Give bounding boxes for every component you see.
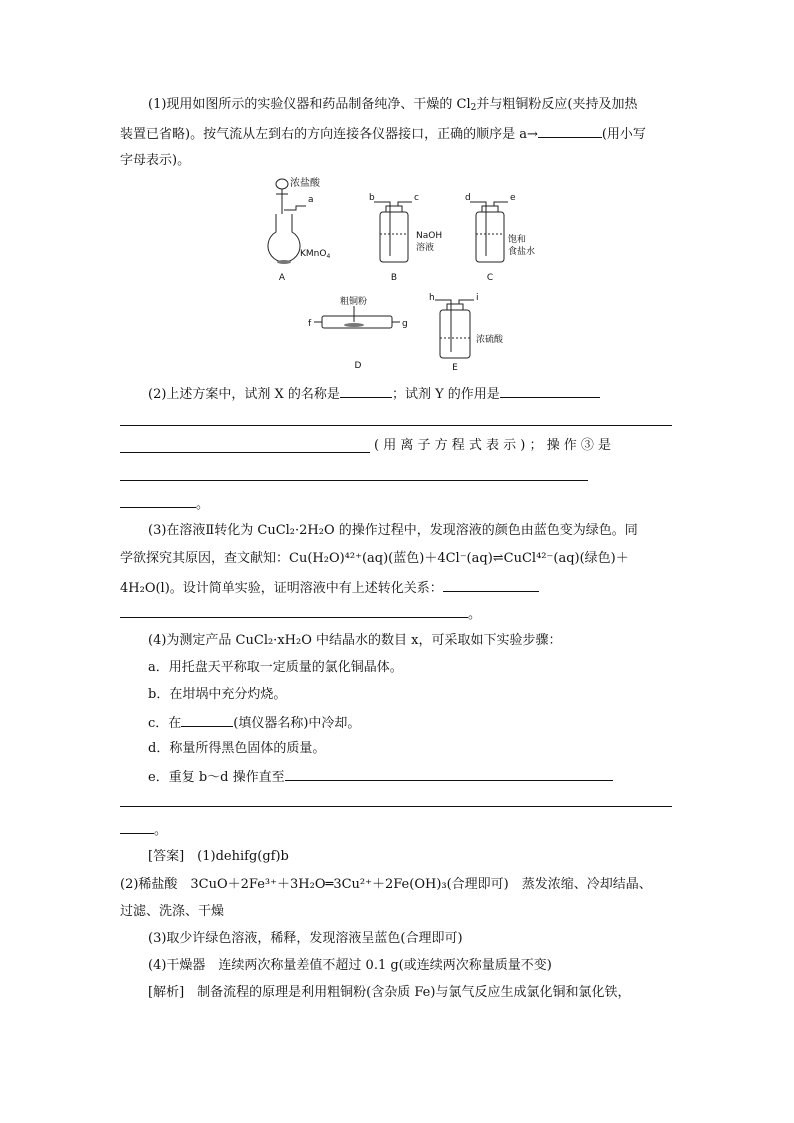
q4-end: 。	[120, 820, 167, 840]
e-reagent: 浓硫酸	[476, 335, 504, 345]
c-port-in: d	[465, 193, 471, 203]
c-reagent-line2: 食盐水	[508, 247, 536, 257]
answer-blank[interactable]	[285, 767, 613, 781]
answer-line[interactable]	[120, 806, 672, 807]
q2-line5: 。	[120, 494, 209, 514]
b-label: B	[390, 273, 398, 283]
q4-step-a: a．用托盘天平称取一定质量的氯化铜晶体。	[148, 660, 403, 675]
b-reagent-line2: 溶液	[416, 243, 435, 253]
answer-line4: (3)取少许绿色溶液，稀释，发现溶液呈蓝色(合理即可)	[148, 931, 463, 946]
d-port-in: f	[308, 319, 312, 329]
b-reagent-line1: NaOH	[416, 231, 443, 241]
e-label: E	[452, 363, 458, 373]
answer-line1: [答案] (1)dehifg(gf)b	[148, 849, 289, 864]
analysis-tag: [解析]	[148, 985, 185, 1000]
apparatus-figure	[262, 170, 536, 380]
answer-line[interactable]	[120, 480, 588, 481]
e-port-out: i	[476, 293, 479, 303]
c-reagent-line1: 饱和	[508, 235, 527, 245]
answer-blank[interactable]	[538, 124, 602, 138]
q4-step-c: c．在 (填仪器名称)中冷却。	[148, 713, 360, 733]
q4-step-d: d．称量所得黑色固体的质量。	[148, 741, 326, 756]
a-port: a	[308, 195, 314, 205]
a-label: A	[278, 273, 286, 283]
q1-line3: 字母表示)。	[120, 153, 191, 168]
a-reagent-top: 浓盐酸	[290, 178, 320, 189]
d-port-out: g	[402, 319, 408, 329]
apparatus-e	[435, 300, 474, 358]
answer-line[interactable]	[120, 425, 672, 426]
answer-blank[interactable]	[500, 384, 600, 398]
b-port-out: c	[414, 193, 419, 203]
q1-line2: 装置已省略)。按气流从左到右的方向连接各仪器接口，正确的顺序是 a→ (用小写	[120, 124, 646, 144]
a-reagent-flask: KMnO$_4$	[300, 249, 331, 260]
apparatus-c	[470, 202, 508, 262]
q2-line1: (2)上述方案中，试剂 X 的名称是 ；试剂 Y 的作用是	[148, 384, 600, 404]
c-port-out: e	[510, 193, 516, 203]
q4-step-e: e．重复 b～d 操作直至	[148, 767, 613, 787]
answer-blank[interactable]	[120, 604, 468, 618]
apparatus-b	[374, 202, 412, 262]
apparatus-d	[314, 306, 400, 328]
q4-step-b: b．在坩埚中充分灼烧。	[148, 687, 287, 702]
answer-blank[interactable]	[120, 494, 196, 508]
c-label: C	[486, 273, 494, 283]
answer-line5: (4)干燥器 连续两次称量差值不超过 0.1 g(或连续两次称量质量不变)	[148, 958, 552, 973]
answer-blank[interactable]	[120, 820, 154, 834]
q2-line3: ( 用 离 子 方 程 式 表 示 ) ； 操 作 ③ 是	[374, 438, 611, 453]
b-port-in: b	[369, 193, 375, 203]
q3-line2: 学欲探究其原因，查文献知：Cu(H₂O)⁴²⁺(aq)(蓝色)＋4Cl⁻(aq)⇌CuCl⁴²⁻(aq)(绿色)＋	[120, 551, 629, 566]
analysis-line: [解析] 制备流程的原理是利用粗铜粉(含杂质 Fe)与氯气反应生成氯化铜和氯化铁，	[148, 985, 631, 1000]
q1-line1: (1)现用如图所示的实验仪器和药品制备纯净、干燥的 $Cl_2$并与粗铜粉反应(夹持及加热	[148, 97, 638, 113]
d-label: D	[354, 361, 362, 371]
q3-line1: (3)在溶液Ⅱ转化为 CuCl₂·2H₂O 的操作过程中，发现溶液的颜色由蓝色变为绿色。同	[148, 523, 638, 538]
answer-line3: 过滤、洗涤、干燥	[120, 904, 225, 919]
q4-intro: (4)为测定产品 CuCl₂·xH₂O 中结晶水的数目 x，可采取如下实验步骤：	[148, 633, 562, 648]
e-port-in: h	[429, 293, 435, 303]
answer-line2: (2)稀盐酸 3CuO＋2Fe³⁺＋3H₂O═3Cu²⁺＋2Fe(OH)₃(合理即可) 蒸发浓缩、冷却结晶、	[120, 877, 652, 892]
q3-line3: 4H₂O(l)。设计简单实验，证明溶液中有上述转化关系：	[120, 578, 539, 598]
answer-tag: [答案]	[148, 849, 185, 864]
q3-line4: 。	[120, 604, 481, 624]
answer-line[interactable]	[120, 452, 370, 453]
answer-blank[interactable]	[181, 713, 233, 727]
d-reagent: 粗铜粉	[340, 297, 368, 307]
answer-blank[interactable]	[443, 578, 539, 592]
answer-blank[interactable]	[340, 384, 392, 398]
